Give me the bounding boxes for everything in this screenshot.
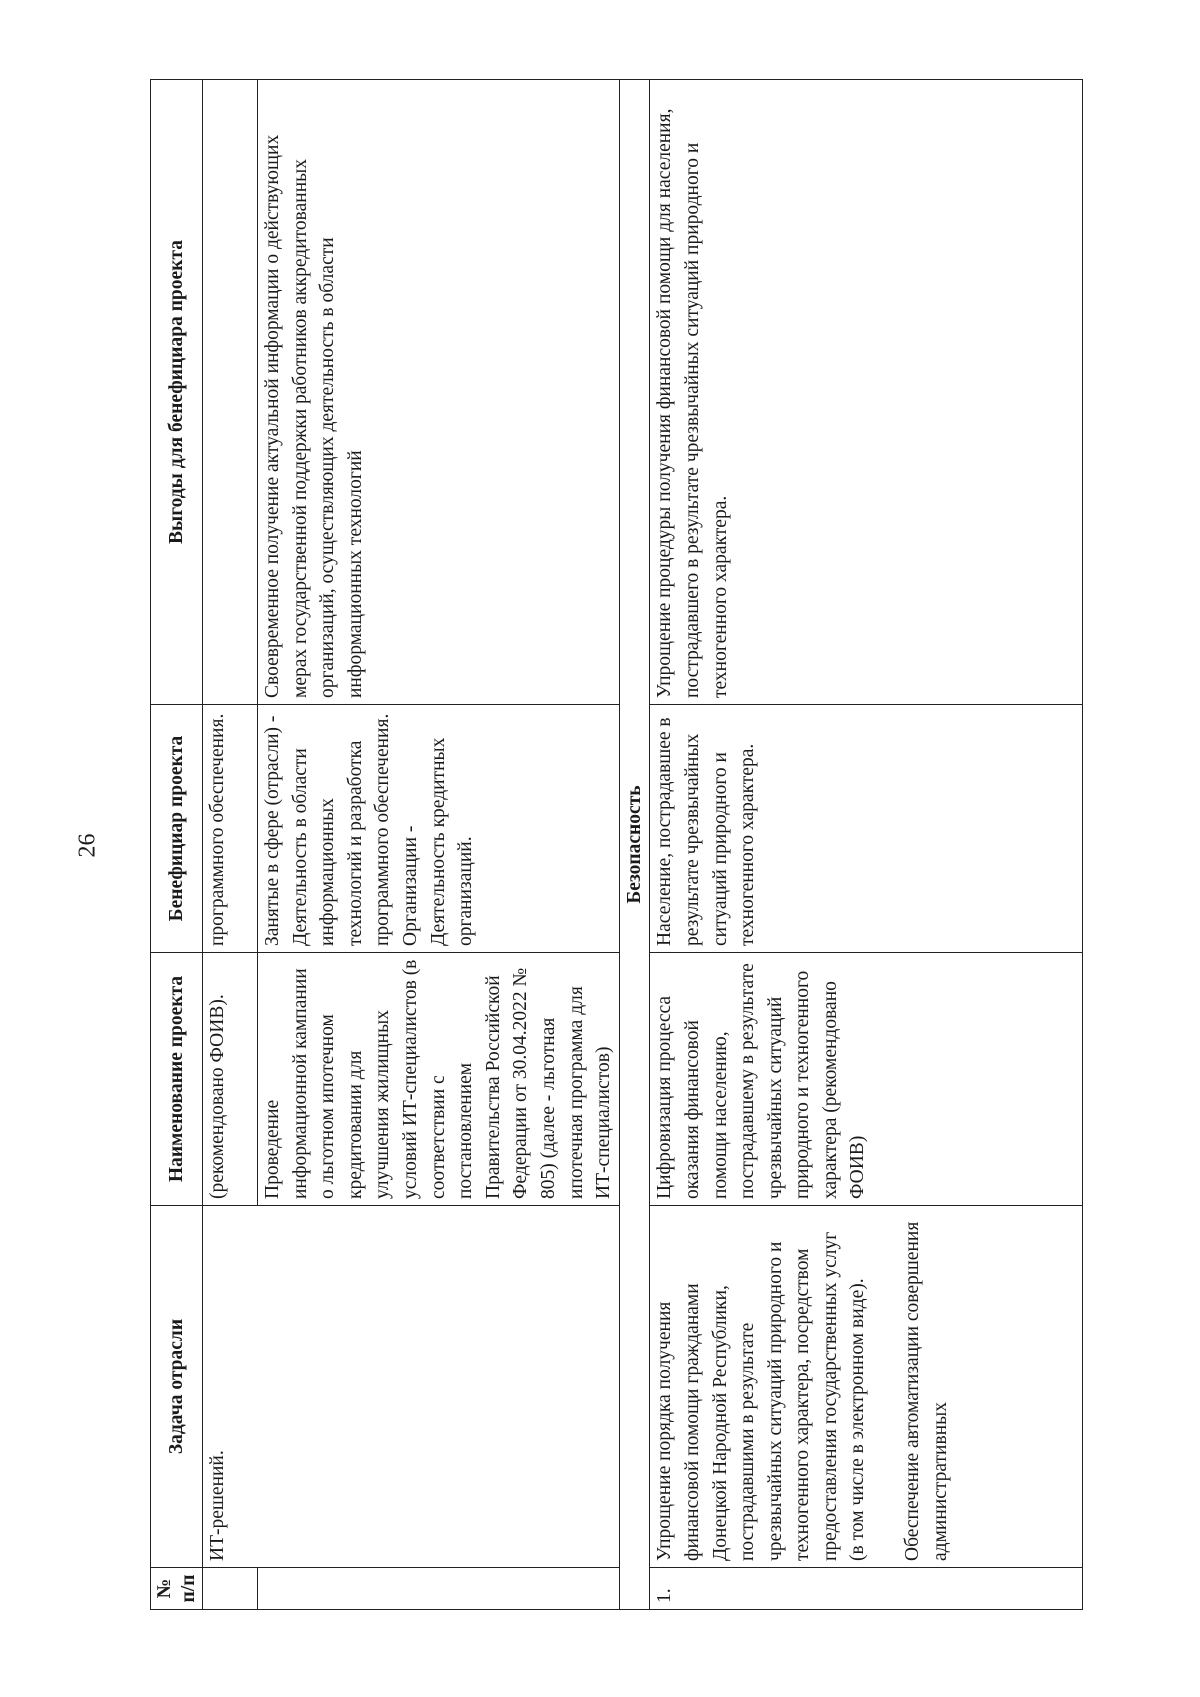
cell-project: Цифровизация процесса оказания финансовой помощи населению, пострадавшему в результате чрезвычайных ситуаций природного и техногенного характера (рекомендовано ФОИВ) [650,953,1083,1206]
cell-num [203,1568,258,1610]
cell-num [258,1568,620,1610]
header-beneficiary: Бенефициар проекта [151,705,203,953]
cell-project: Проведение информационной кампании о льготном ипотечном кредитовании для улучшения жилищных условий ИТ-специалистов (в соответствии с постановлением Правительства Российской Федерации от 30.04.2022 № 805) (далее - льготная ипотечная программа для ИТ-специалистов) [258,953,620,1206]
cell-task: ИТ-решений. [203,1206,620,1568]
cell-num: 1. [650,1568,1083,1610]
task-paragraph-2: Обеспечение автоматизации совершения административных [902,1221,951,1561]
section-row [619,80,650,1610]
section-title: Безопасность [619,80,650,1610]
table-row [650,80,1083,1610]
rotated-table-container [150,80,1083,1610]
page-number: 26 [74,833,101,858]
cell-beneficiary: Население, пострадавшее в результате чрезвычайных ситуаций природного и техногенного характера. [650,705,1083,953]
cell-beneficiary: программного обеспечения. [203,705,258,953]
header-num: № п/п [151,1568,203,1610]
cell-benefits: Своевременное получение актуальной информации о действующих мерах государственной поддержки работников аккредитованных организаций, осуществляющих деятельность в области информационных технологий [258,80,620,705]
cell-benefits: Упрощение процедуры получения финансовой помощи для населения, пострадавшего в результате чрезвычайных ситуаций природного и техногенного характера. [650,80,1083,705]
table-header-row [151,80,203,1610]
cell-beneficiary: Занятые в сфере (отрасли) - Деятельность в области информационных технологий и разработка программного обеспечения. Организации - Деятельность кредитных организаций. [258,705,620,953]
cell-project: (рекомендовано ФОИВ). [203,953,258,1206]
task-paragraph-1: Упрощение порядка получения финансовой помощи гражданами Донецкой Народной Республики, пострадавшими в результате чрезвычайных ситуаций природного и техногенного характера, посредством предоставления государственных услуг (в том числе в электронном виде). [654,1231,869,1561]
table-row [203,80,258,1610]
paragraph-gap [872,1212,899,1561]
header-benefits: Выгоды для бенефициара проекта [151,80,203,705]
header-project: Наименование проекта [151,953,203,1206]
header-task: Задача отрасли [151,1206,203,1568]
cell-benefits [203,80,258,705]
projects-table [150,79,1083,1610]
cell-task [650,1206,1083,1568]
